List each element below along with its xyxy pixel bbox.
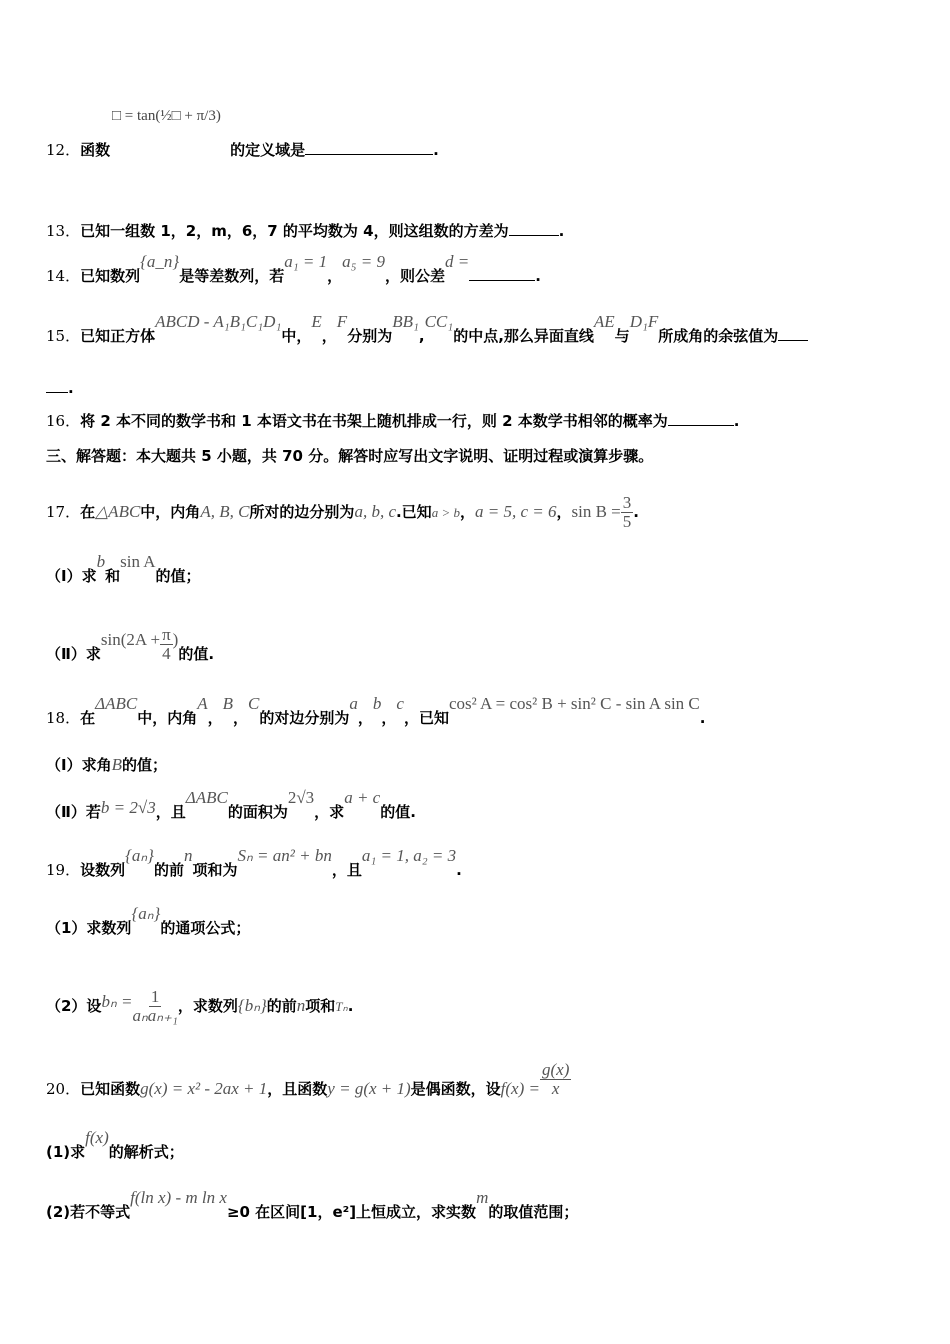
q13-text: 已知一组数 1，2，m，6，7 的平均数为 4，则这组数的方差为: [80, 222, 509, 240]
question-20: [46, 1060, 571, 1108]
q15-text-h: 与: [614, 327, 630, 345]
q16-end: .: [733, 412, 740, 430]
q18-b: b: [372, 694, 382, 713]
q13-end: .: [558, 222, 565, 240]
question-15: 15．已知正方体ABCD - A₁B₁C₁D₁中，E，F分别为BB₁,CC₁的中点,那么异面直线AE与D₁F所成角的余弦值为: [46, 326, 808, 346]
q18-c: c: [396, 694, 404, 713]
q17-text-d: .已知: [395, 503, 432, 521]
question-18: [46, 694, 706, 728]
q12-blank: [305, 140, 433, 155]
q12-text-a: 函数: [80, 141, 111, 159]
q18-p1-text-a: （Ⅰ）求角: [46, 756, 112, 774]
q20-text-c: 是偶函数，设: [410, 1080, 501, 1098]
q18-p2-text-c: ，且: [155, 803, 186, 821]
q12-number: 12．: [46, 141, 81, 159]
question-15-cont: [46, 378, 74, 398]
q19-p2-fraction: [132, 988, 177, 1025]
q14-text-d: ，则公差: [385, 267, 446, 285]
q17-sides: a, b, c: [354, 502, 396, 521]
q15-e: E: [311, 312, 322, 331]
q15-f: F: [336, 312, 348, 331]
q15-text-b: 中，: [281, 327, 312, 345]
q19-seq: {aₙ}: [125, 846, 154, 865]
q14-text-a: 已知数列: [80, 267, 141, 285]
q14-text-b: 是等差数列，若: [179, 267, 285, 285]
q17-frac-den: 5: [622, 512, 632, 531]
q15-ae: AE: [593, 312, 615, 331]
q14-end: .: [535, 267, 541, 285]
q18-p2-b: b = 2√3: [100, 798, 156, 817]
q17-p2-expr: sin(2A +: [100, 630, 161, 649]
q18-a: a: [349, 694, 358, 713]
q17-p1-text-a: （Ⅰ）求: [46, 567, 97, 585]
q17-p2-text-d: 的值.: [178, 645, 215, 663]
q19-p1-text-a: （1）求数列: [46, 919, 132, 937]
q19-p2-tn: Tₙ: [335, 999, 348, 1014]
q16-number: 16．: [46, 412, 81, 430]
q19-p1-text-c: 的通项公式；: [160, 919, 251, 937]
q17-frac-num: 3: [622, 493, 632, 512]
q17-number: 17．: [46, 503, 81, 521]
q16-blank: [668, 411, 734, 426]
q13-number: 13．: [46, 222, 81, 240]
q18-p1-B: B: [111, 755, 122, 774]
q15-text-a: 已知正方体: [80, 327, 156, 345]
q15-d1f: D₁F: [629, 312, 659, 331]
q19-text-d: ，且: [331, 861, 362, 879]
q18-sep: ，: [233, 709, 249, 727]
q19-p2-bn: bₙ =: [101, 992, 133, 1011]
q14-number: 14．: [46, 267, 81, 285]
q13-blank: [509, 221, 559, 236]
question-17: [46, 494, 639, 531]
q15-number: 15．: [46, 327, 81, 345]
q18-text-a: 在: [80, 709, 96, 727]
q19-p2-text-c: ，求数列: [177, 997, 238, 1015]
q20-p2-text-a: (2)若不等式: [46, 1203, 131, 1221]
question-16: [46, 411, 739, 431]
q17-sep1: ，: [459, 503, 475, 521]
q19-p2-text-g: 项和: [305, 997, 336, 1015]
q18-sep: ，: [207, 709, 223, 727]
q17-sinb: sin B =: [571, 502, 621, 521]
question-19-part-1: [46, 904, 251, 938]
q14-seq: {a_n}: [140, 252, 180, 271]
q17-angles: A, B, C: [200, 502, 250, 521]
q15-text-g: 的中点,那么异面直线: [453, 327, 594, 345]
q18-sep: ，: [381, 709, 397, 727]
q19-p2-n: n: [296, 996, 306, 1015]
q17-p1-text-c: 和: [105, 567, 121, 585]
q19-end: .: [456, 861, 462, 879]
q18-text-b: 中，内角: [137, 709, 198, 727]
q20-p1-text-a: (1)求: [46, 1143, 86, 1161]
question-18-part-1: [46, 755, 167, 775]
q12-text-b: 的定义域是: [230, 141, 306, 159]
q18-p2-text-g: ，求: [314, 803, 345, 821]
q18-text-c: 的对边分别为: [259, 709, 350, 727]
q14-sep: ，: [327, 267, 343, 285]
q20-number: 20．: [46, 1080, 81, 1098]
q19-n: n: [184, 846, 193, 865]
q19-p2-text-a: （2）设: [46, 997, 102, 1015]
q17-end: .: [633, 503, 639, 521]
question-19: [46, 846, 462, 880]
q17-p2-four: 4: [162, 644, 171, 663]
q19-text-b: 的前: [153, 861, 184, 879]
q17-condition: a > b: [431, 505, 460, 520]
q14-d: d =: [445, 252, 470, 271]
q15-cc1: CC₁: [424, 312, 454, 331]
q20-p2-expr: f(ln x) - m ln x: [130, 1188, 227, 1207]
question-19-part-2: [46, 988, 353, 1025]
q15-bb1: BB₁: [392, 312, 419, 331]
q20-fraction: [540, 1061, 571, 1098]
q17-text-a: 在: [80, 503, 96, 521]
q17-fraction: [621, 494, 634, 531]
q12-end: .: [433, 141, 439, 159]
q17-triangle: △ABC: [95, 502, 141, 521]
q17-p1-sina: sin A: [120, 552, 156, 571]
q17-text-c: 所对的边分别为: [249, 503, 355, 521]
q19-text-a: 设数列: [80, 861, 126, 879]
question-17-part-1: [46, 552, 201, 586]
question-20-part-1: [46, 1128, 184, 1162]
q19-init: a₁ = 1, a₂ = 3: [361, 846, 457, 865]
q20-text-b: ，且函数: [267, 1080, 328, 1098]
q19-p1-seq: {aₙ}: [131, 904, 161, 923]
q17-sep2: ，: [556, 503, 572, 521]
q18-text-d: ，已知: [403, 709, 449, 727]
q15-cube: ABCD - A₁B₁C₁D₁: [155, 312, 282, 331]
q18-sep: ，: [357, 709, 373, 727]
q17-p2-text-a: （Ⅱ）求: [46, 645, 101, 663]
q18-p2-text-a: （Ⅱ）若: [46, 803, 101, 821]
q19-p2-text-e: 的前: [266, 997, 297, 1015]
q20-fx: f(x) =: [500, 1079, 540, 1098]
q18-B: B: [222, 694, 234, 713]
section-3-text: 三、解答题：本大题共 5 小题，共 70 分。解答时应写出文字说明、证明过程或演算步骤。: [46, 447, 654, 465]
section-3-heading: [46, 446, 653, 466]
q17-p2-fraction: [160, 626, 173, 663]
q20-text-a: 已知函数: [80, 1080, 141, 1098]
q15-sep: ，: [321, 327, 337, 345]
q20-p2-m: m: [476, 1188, 489, 1207]
q18-p2-text-i: 的值.: [380, 803, 416, 821]
q17-p1-text-e: 的值；: [155, 567, 201, 585]
q17-text-b: 中，内角: [140, 503, 201, 521]
q17-p2-pi: π: [162, 625, 171, 644]
q20-p1-fx: f(x): [85, 1128, 109, 1147]
q18-p2-triangle: ΔABC: [185, 788, 228, 807]
q18-p2-text-e: 的面积为: [227, 803, 288, 821]
q19-p2-seq: {bₙ}: [237, 996, 267, 1015]
question-18-part-2: [46, 788, 416, 822]
q18-triangle: ΔABC: [95, 694, 138, 713]
q17-p1-b: b: [96, 552, 106, 571]
q20-p2-text-e: 的取值范围；: [488, 1203, 579, 1221]
q14-blank: [469, 266, 535, 281]
q19-p2-end: .: [347, 997, 354, 1015]
question-17-part-2: [46, 625, 215, 673]
q19-p2-frac-den: aₙaₙ₊₁: [132, 1006, 178, 1025]
q14-a5: a₅ = 9: [342, 252, 386, 271]
q20-g: g(x) = x² - 2ax + 1: [140, 1079, 268, 1098]
q20-y: y = g(x + 1): [327, 1079, 411, 1098]
q18-end: .: [699, 709, 706, 727]
q18-A: A: [197, 694, 208, 713]
q17-values: a = 5, c = 6: [474, 502, 557, 521]
q18-p2-area: 2√3: [287, 788, 315, 807]
q18-equation: cos² A = cos² B + sin² C - sin A sin C: [448, 694, 700, 713]
q18-p2-sum: a + c: [344, 788, 381, 807]
q20-p1-text-c: 的解析式；: [108, 1143, 184, 1161]
q18-C: C: [248, 694, 260, 713]
q15-end: .: [68, 379, 74, 397]
q18-number: 18．: [46, 709, 81, 727]
q19-number: 19．: [46, 861, 81, 879]
q15-blank-cont: [46, 378, 68, 393]
q15-blank: [778, 326, 808, 341]
q20-p2-text-c: ≥0 在区间[1，e²]上恒成立，求实数: [226, 1203, 477, 1221]
q14-a1: a₁ = 1: [284, 252, 328, 271]
q20-frac-num: g(x): [541, 1060, 570, 1079]
question-14: [46, 252, 541, 286]
q19-sn: Sₙ = an² + bn: [237, 846, 332, 865]
q15-text-d: 分别为: [347, 327, 393, 345]
q18-p1-text-c: 的值；: [121, 756, 167, 774]
q17-p2-close: ): [172, 630, 179, 649]
q20-frac-den: x: [551, 1079, 560, 1098]
q19-p2-frac-num: 1: [150, 987, 160, 1006]
q19-text-c: 项和为: [192, 861, 238, 879]
question-20-part-2: [46, 1188, 579, 1222]
question-13: [46, 221, 564, 241]
tan-formula: □ = tan(½□ + π/3): [112, 108, 221, 124]
question-12: [46, 140, 439, 160]
q16-text: 将 2 本不同的数学书和 1 本语文书在书架上随机排成一行，则 2 本数学书相邻的概率为: [80, 412, 668, 430]
q15-text-i: 所成角的余弦值为: [658, 327, 779, 345]
